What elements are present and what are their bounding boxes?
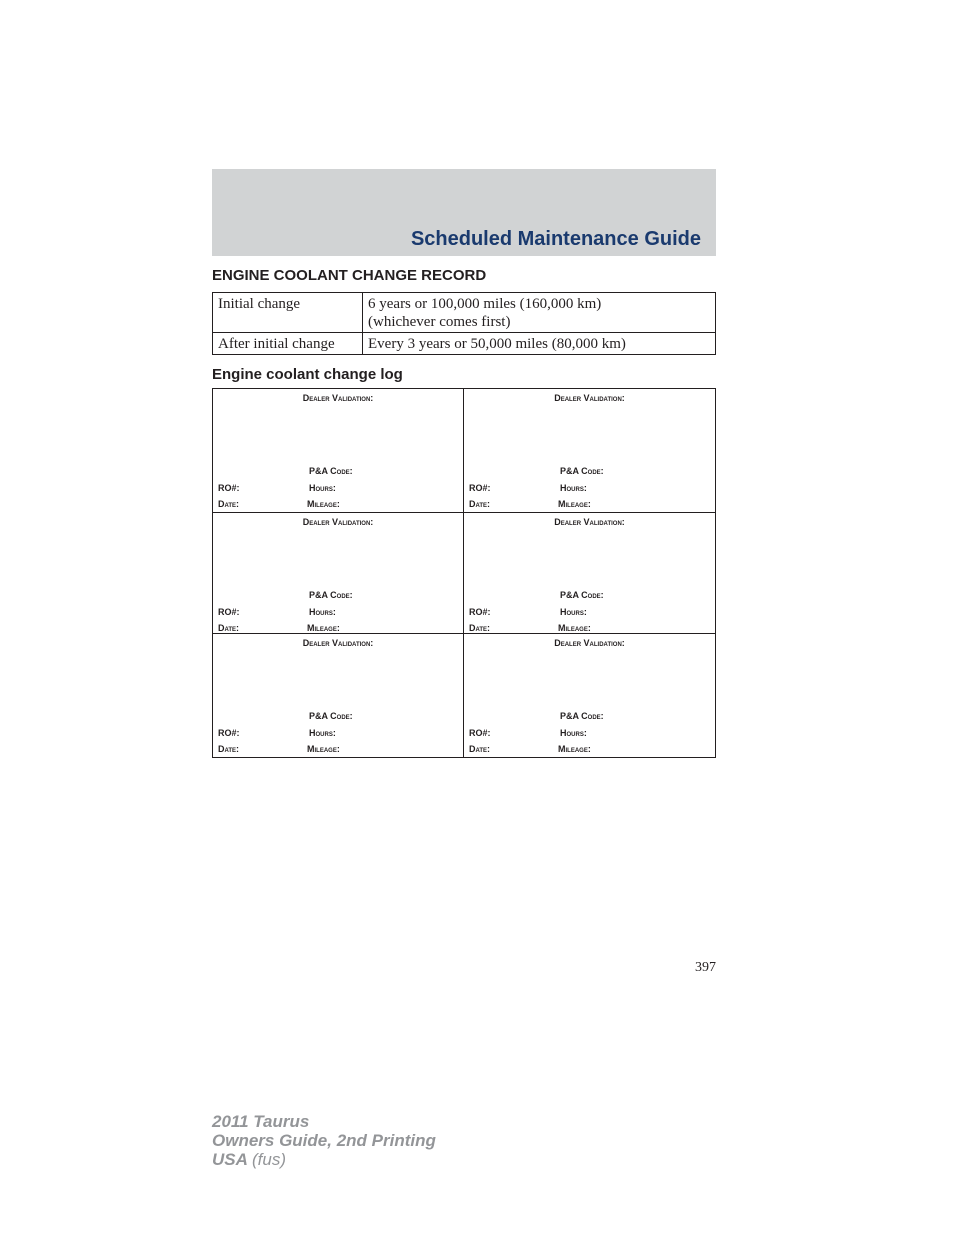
pa-code-label: P&A Code:: [560, 711, 604, 721]
dealer-validation-label: Dealer Validation:: [554, 393, 625, 403]
hours-label: Hours:: [309, 483, 336, 493]
page-number: 397: [695, 960, 716, 975]
ro-label: RO#:: [469, 728, 491, 738]
date-label: Date:: [469, 744, 491, 754]
date-label: Date:: [469, 623, 491, 633]
table-cell-label: After initial change: [213, 333, 363, 355]
date-label: Date:: [218, 744, 240, 754]
pa-code-label: P&A Code:: [309, 590, 353, 600]
pa-code-label: P&A Code:: [560, 590, 604, 600]
footer-line: Owners Guide, 2nd Printing: [212, 1131, 436, 1150]
ro-label: RO#:: [218, 607, 240, 617]
dealer-validation-label: Dealer Validation:: [554, 638, 625, 648]
log-entry: [464, 389, 715, 513]
date-label: Date:: [218, 499, 240, 509]
ro-label: RO#:: [218, 483, 240, 493]
mileage-label: Mileage:: [307, 623, 340, 633]
ro-label: RO#:: [218, 728, 240, 738]
date-label: Date:: [218, 623, 240, 633]
value-line: (whichever comes first): [368, 314, 511, 330]
mileage-label: Mileage:: [307, 744, 340, 754]
hours-label: Hours:: [560, 728, 587, 738]
log-entry: [213, 513, 464, 634]
dealer-validation-label: Dealer Validation:: [302, 393, 374, 403]
mileage-label: Mileage:: [558, 623, 591, 633]
dealer-validation-label: Dealer Validation:: [554, 517, 625, 527]
table-row: [213, 293, 716, 333]
ro-label: RO#:: [469, 607, 491, 617]
hours-label: Hours:: [309, 728, 336, 738]
footer-region-code: (fus): [252, 1150, 286, 1169]
page-title: Scheduled Maintenance Guide: [410, 228, 701, 250]
table-row: [213, 333, 716, 355]
section-heading: ENGINE COOLANT CHANGE RECORD: [212, 267, 487, 284]
hours-label: Hours:: [560, 607, 587, 617]
dealer-validation-label: Dealer Validation:: [302, 638, 374, 648]
pa-code-label: P&A Code:: [309, 711, 353, 721]
table-cell-value: Every 3 years or 50,000 miles (80,000 km): [363, 333, 716, 355]
hours-label: Hours:: [309, 607, 336, 617]
header-band: [212, 169, 716, 256]
coolant-change-table: [212, 292, 716, 355]
coolant-change-log: [212, 388, 716, 758]
footer-line: [212, 1150, 436, 1169]
hours-label: Hours:: [560, 483, 587, 493]
mileage-label: Mileage:: [558, 499, 591, 509]
mileage-label: Mileage:: [558, 744, 591, 754]
dealer-validation-label: Dealer Validation:: [302, 517, 374, 527]
log-heading: Engine coolant change log: [212, 366, 403, 383]
pa-code-label: P&A Code:: [560, 466, 604, 476]
pa-code-label: P&A Code:: [309, 466, 353, 476]
log-entry: [213, 634, 464, 757]
log-entry: [213, 389, 464, 513]
footer-region: USA: [212, 1150, 248, 1169]
value-line: 6 years or 100,000 miles (160,000 km): [368, 296, 602, 312]
log-entry: [464, 513, 715, 634]
mileage-label: Mileage:: [307, 499, 340, 509]
table-cell-value: [363, 293, 716, 333]
footer-line: 2011 Taurus: [212, 1112, 310, 1131]
table-cell-label: Initial change: [213, 293, 363, 333]
footer: [212, 1112, 436, 1169]
log-entry: [464, 634, 715, 757]
ro-label: RO#:: [469, 483, 491, 493]
date-label: Date:: [469, 499, 491, 509]
